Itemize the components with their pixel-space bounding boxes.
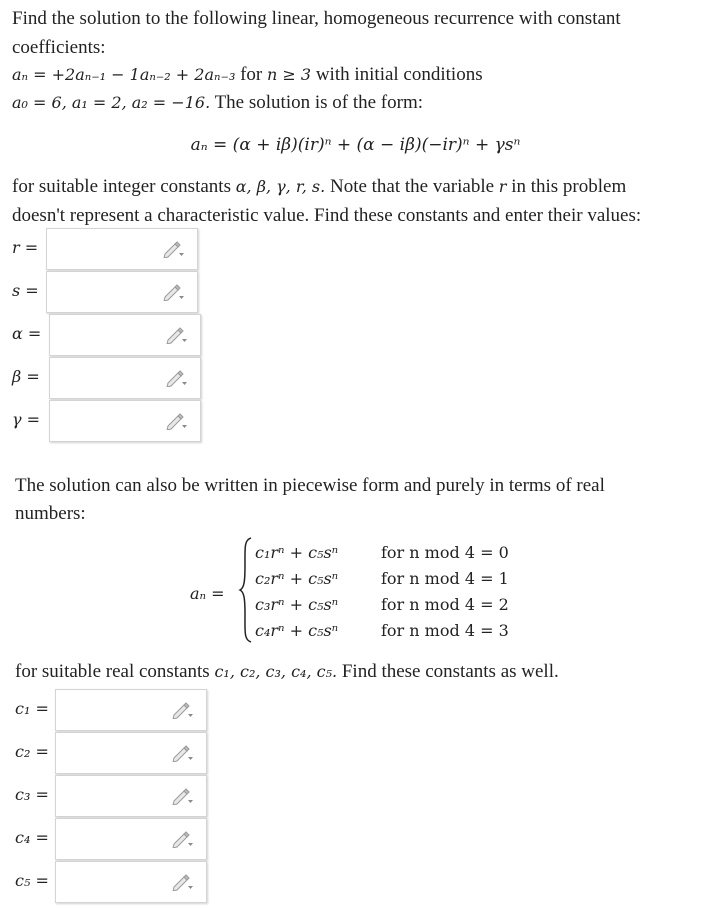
answer-field[interactable] — [55, 732, 207, 774]
outro-pre: for suitable real constants — [15, 661, 210, 682]
case-condition: for n mod 4 = 0 — [381, 543, 509, 562]
case-expression: c₃rⁿ + c₅sⁿ — [255, 595, 339, 614]
case-condition: for n mod 4 = 1 — [381, 569, 509, 588]
piecewise-lhs: aₙ = — [190, 584, 225, 603]
recurrence-equation: aₙ = +2aₙ₋₁ − 1aₙ₋₂ + 2aₙ₋₃ — [12, 65, 236, 84]
case-condition: for n mod 4 = 3 — [381, 621, 509, 640]
answer-label: r = — [12, 238, 39, 257]
recurrence-for: for — [240, 64, 263, 85]
solution-form — [0, 135, 711, 155]
answer-label: c₃ = — [15, 785, 49, 804]
answer-field[interactable] — [46, 228, 198, 270]
answer-input[interactable] — [60, 780, 164, 812]
answer-label: c₄ = — [15, 828, 49, 847]
intro-line-1: Find the solution to the following linear, homogeneous recurrence with constant — [12, 8, 621, 29]
pencil-icon[interactable] — [170, 744, 194, 762]
piecewise-intro-2: numbers: — [15, 503, 86, 524]
middle-line-2: doesn't represent a characteristic value. Find these constants and enter their values: — [12, 205, 642, 226]
outro-post: Find these constants as well. — [341, 661, 559, 682]
pencil-icon[interactable] — [164, 326, 188, 344]
middle-end: in this problem — [511, 176, 627, 197]
answer-label: α = — [12, 324, 42, 343]
answer-field[interactable] — [55, 775, 207, 817]
outro-vars: c₁, c₂, c₃, c₄, c₅. — [214, 662, 338, 681]
answer-input[interactable] — [51, 276, 155, 308]
initial-conditions: a₀ = 6, a₁ = 2, a₂ = −16. — [12, 93, 211, 112]
pencil-icon[interactable] — [164, 369, 188, 387]
pencil-icon[interactable] — [170, 830, 194, 848]
pencil-icon[interactable] — [170, 873, 194, 891]
answer-input[interactable] — [51, 233, 155, 265]
case-expression: c₁rⁿ + c₅sⁿ — [255, 543, 339, 562]
piecewise-intro-1: The solution can also be written in piecewise form and purely in terms of real — [15, 475, 605, 496]
pencil-icon[interactable] — [161, 240, 185, 258]
middle-pre: for suitable integer constants — [12, 176, 231, 197]
piecewise-outro — [15, 661, 559, 683]
middle-vars: α, β, γ, r, s. — [235, 177, 326, 196]
answer-input[interactable] — [60, 866, 164, 898]
intro-line-2: coefficients: — [12, 37, 106, 58]
answer-field[interactable] — [55, 818, 207, 860]
answer-label: c₂ = — [15, 742, 49, 761]
case-expression: c₄rⁿ + c₅sⁿ — [255, 621, 339, 640]
cases-brace-icon — [238, 536, 254, 644]
recurrence-tail: with initial conditions — [315, 64, 483, 85]
pencil-icon[interactable] — [170, 787, 194, 805]
answer-input[interactable] — [54, 362, 158, 394]
middle-line-1 — [12, 176, 626, 198]
pencil-icon[interactable] — [170, 701, 194, 719]
initial-line — [12, 92, 423, 114]
case-condition: for n mod 4 = 2 — [381, 595, 509, 614]
pencil-icon[interactable] — [164, 412, 188, 430]
middle-post: Note that the variable — [329, 176, 495, 197]
pencil-icon[interactable] — [161, 283, 185, 301]
answer-field[interactable] — [49, 400, 201, 442]
answer-field[interactable] — [49, 357, 201, 399]
answer-label: β = — [12, 367, 40, 386]
case-expression: c₂rⁿ + c₅sⁿ — [255, 569, 339, 588]
answer-label: c₅ = — [15, 871, 49, 890]
answer-field[interactable] — [55, 689, 207, 731]
answer-input[interactable] — [60, 823, 164, 855]
recurrence-condition: n ≥ 3 — [267, 65, 312, 84]
solution-formula: aₙ = (α + iβ)(ir)ⁿ + (α − iβ)(−ir)ⁿ + γsⁿ — [190, 135, 521, 155]
middle-r: r — [498, 177, 507, 196]
answer-input[interactable] — [60, 694, 164, 726]
answer-field[interactable] — [55, 861, 207, 903]
answer-field[interactable] — [46, 271, 198, 313]
answer-input[interactable] — [54, 405, 158, 437]
answer-field[interactable] — [49, 314, 201, 356]
answer-label: s = — [12, 281, 39, 300]
recurrence-line — [12, 64, 483, 86]
answer-label: γ = — [12, 410, 41, 429]
answer-input[interactable] — [60, 737, 164, 769]
initial-text: The solution is of the form: — [214, 92, 424, 113]
answer-input[interactable] — [54, 319, 158, 351]
answer-label: c₁ = — [15, 699, 49, 718]
